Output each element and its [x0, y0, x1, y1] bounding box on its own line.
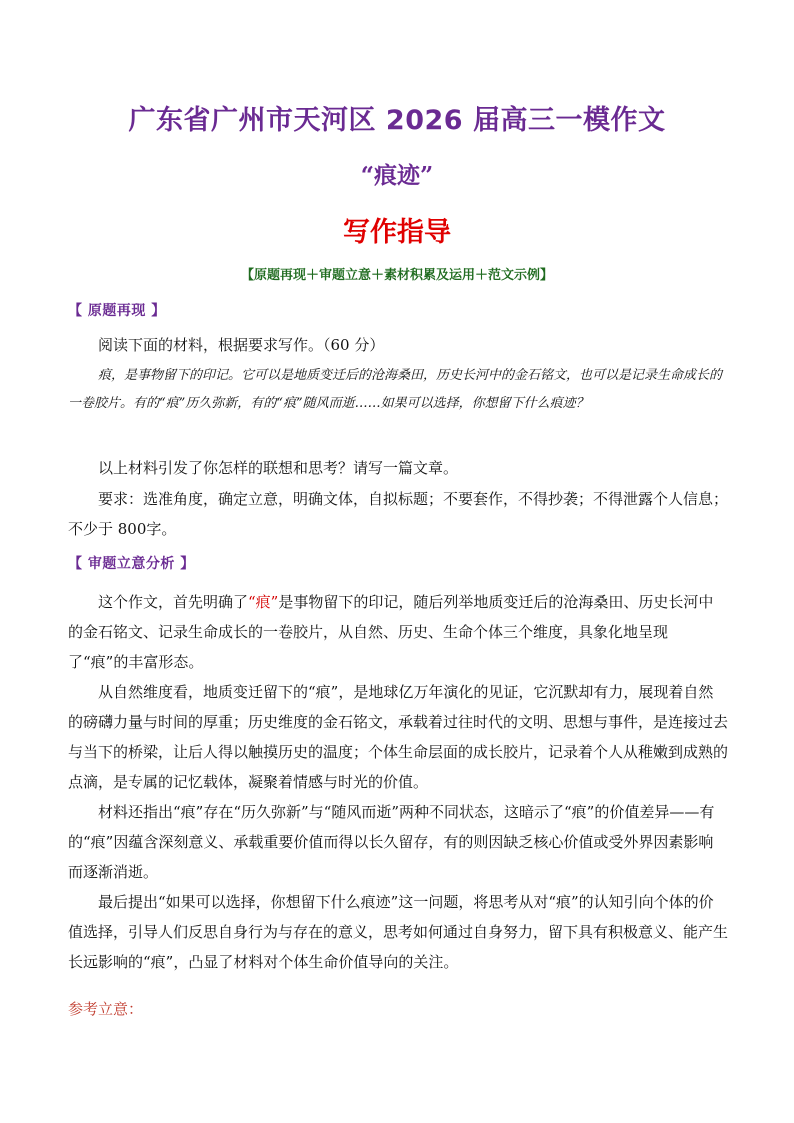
guide-title: 写作指导	[343, 217, 451, 248]
analysis-paragraph-4: 最后提出“如果可以选择，你想留下什么痕迹”这一问题，将思考从对“痕”的认知引向个体的价值选择，引导人们反思自身行为与存在的意义，思考如何通过自身努力，留下具有积极意义、能产生长远影响的“痕”，凸显了材料对个体生命价值导向的关注。	[68, 893, 729, 971]
main-title: 广东省广州市天河区 2026 届高三一模作文	[128, 105, 666, 136]
reference-intent-label: 参考立意：	[68, 1000, 144, 1018]
subtitle: “痕迹”	[360, 162, 434, 189]
instruction-text: 阅读下面的材料，根据要求写作。（60 分）	[98, 336, 385, 354]
requirements-text: 要求：选准角度，确定立意，明确文体，自拟标题；不要套作，不得抄袭；不得泄露个人信息；不少于 800字。	[68, 490, 729, 538]
material-text: 痕，是事物留下的印记。它可以是地质变迁后的沧海桑田，历史长河中的金石铭文，也可以是记录生命成长的一卷胶片。有的“痕”历久弥新，有的“痕”随风而逝……如果可以选择，你想留下什么痕迹？	[68, 368, 723, 411]
outline-heading: 【原题再现＋审题立意＋素材积累及运用＋范文示例】	[240, 268, 553, 283]
analysis-paragraph-3: 材料还指出“痕”存在“历久弥新”与“随风而逝”两种不同状态，这暗示了“痕”的价值差异——有的“痕”因蕴含深刻意义、承载重要价值而得以长久留存，有的则因缺乏核心价值或受外界因素影响而逐渐消逝。	[68, 803, 715, 881]
analysis-section-label: 【 审题立意分析 】	[68, 556, 195, 572]
task-text: 以上材料引发了你怎样的联想和思考？请写一篇文章。	[98, 459, 459, 477]
analysis-paragraph-1-suffix: 是事物留下的印记，随后列举地质变迁后的沧海桑田、历史长河中的金石铭文、记录生命成长的一卷胶片，从自然、历史、生命个体三个维度，具象化地呈现了“痕”的丰富形态。	[68, 593, 714, 671]
original-section-label: 【 原题再现 】	[68, 303, 166, 319]
analysis-paragraph-1-prefix: 这个作文，首先明确了	[98, 593, 249, 611]
analysis-paragraph-2: 从自然维度看，地质变迁留下的“痕”，是地球亿万年演化的见证，它沉默却有力，展现着自然的磅礴力量与时间的厚重；历史维度的金石铭文，承载着过往时代的文明、思想与事件，是连接过去与当下的桥梁，让后人得以触摸历史的温度；个体生命层面的成长胶片，记录着个人从稚嫩到成熟的点滴，是专属的记忆载体，凝聚着情感与时光的价值。	[68, 683, 729, 791]
analysis-paragraph-1	[68, 587, 728, 677]
highlighted-mark-word: “痕”	[248, 593, 279, 611]
